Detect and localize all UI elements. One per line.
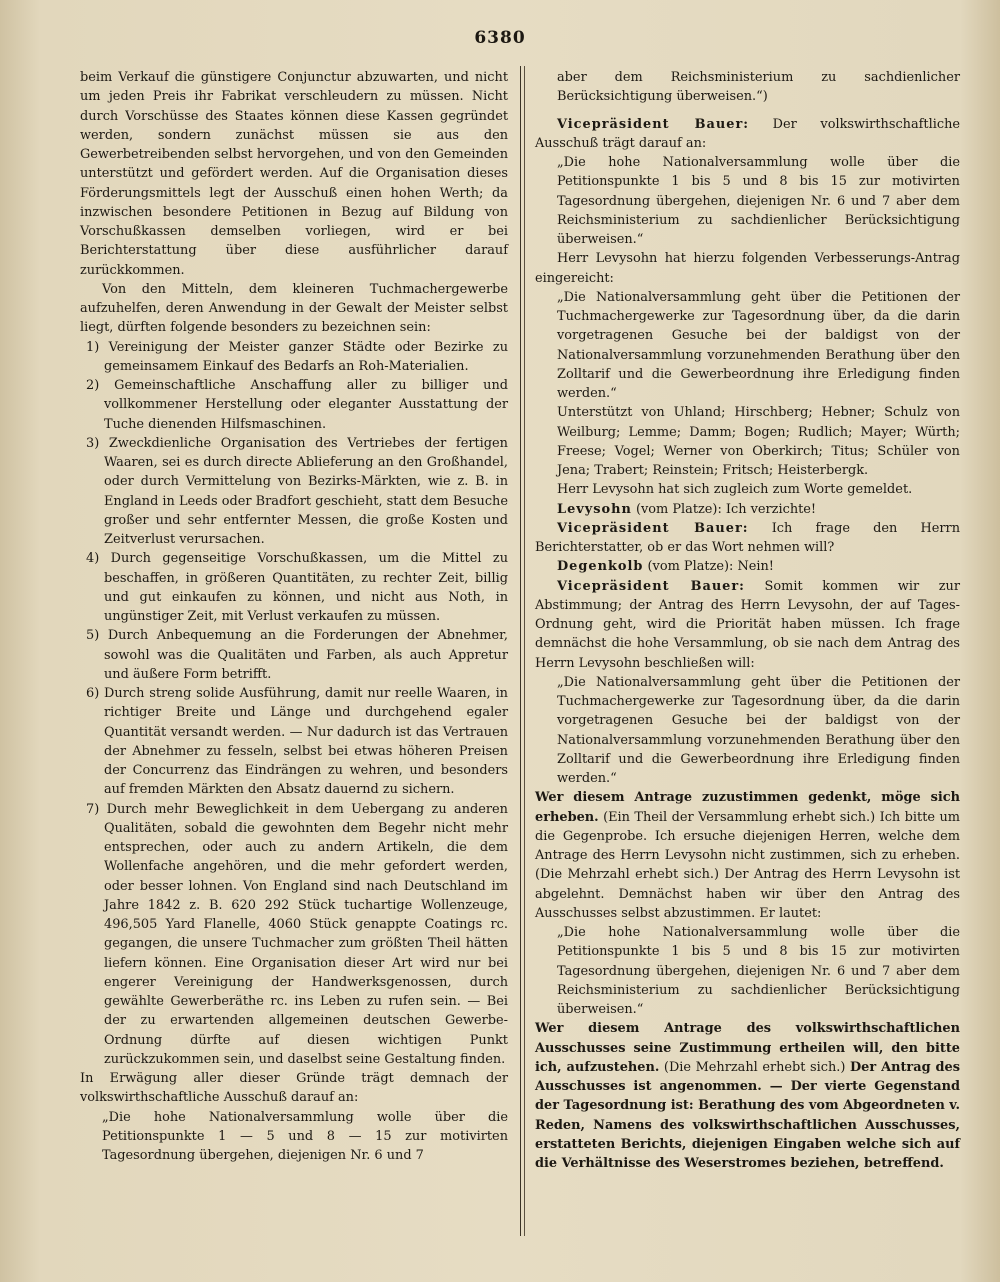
speech-1 [535,115,960,154]
vote-result: (Ein Theil der Versammlung erhebt sich.) Ich bitte um die Gegenprobe. Ich ersuche diejenigen Herren, welche dem Antrage des Herrn Levysohn nicht zustimmen, sich zu erheben. (Die Mehrzahl erhebt sich.) Der Antrag des Herrn Levysohn ist abgelehnt. Demnächst haben wir über den Antrag des Ausschusses selbst abzustimmen. Er lautet: [535,809,960,921]
vote-call: Wer diesem Antrage des volkswirthschaftlichen Ausschusses seine Zustimmung ertheilen will, den bitte ich, aufzustehen. [535,1021,960,1075]
column-divider [520,66,521,1236]
right-paragraph-3: Herr Levysohn hat sich zugleich zum Worte gemeldet. [557,482,913,498]
right-paragraph-1: aber dem Reichsministerium zu sachdienlicher Berücksichtigung überweisen.“) [557,70,960,105]
speech-4 [535,557,960,576]
list-item-5: 5) Durch Anbequemung an die Forderungen der Abnehmer, sowohl was die Qualitäten und Farben, als auch Appretur und äußere Form betrifft. [86,628,508,682]
left-column [80,68,508,1165]
speech-text: (vom Platze): Nein! [643,559,774,575]
vote-result: (Die Mehrzahl erhebt sich.) [659,1059,850,1075]
left-paragraph-3: In Erwägung aller dieser Gründe trägt demnach der volkswirthschaftliche Ausschuß darauf an: [80,1071,508,1106]
motion-quote-4: „Die hohe Nationalversammlung wolle über die Petitionspunkte 1 bis 5 und 8 bis 15 zur motivirten Tagesordnung übergehen, diejenigen Nr. 6 und 7 aber dem Reichsministerium zu sachdienlicher Berücksichtigung überweisen.“ [557,925,960,1017]
speech-2 [535,500,960,519]
vote-call: Wer diesem Antrage zuzustimmen gedenkt, möge sich erheben. [535,790,960,825]
column-divider-inner [524,66,525,1236]
right-column [535,68,960,1173]
right-paragraph-5 [535,1019,960,1173]
page-number: 6380 [474,28,526,48]
right-paragraph-2: Herr Levysohn hat hierzu folgenden Verbesserungs-Antrag eingereicht: [535,251,960,286]
speaker-name: Degenkolb [557,559,644,575]
list-item-7: 7) Durch mehr Beweglichkeit in dem Uebergang zu anderen Qualitäten, sobald die gewohnten dem Begehr nicht mehr entsprechen, oder auch zu andern Artikeln, die dem Wollenfache angehören, und die mehr gefordert werden, oder besser lohnen. Von England sind nach Deutschland im Jahre 1842 z. B. 620 292 Stück tuchartige Wollenzeuge, 496,505 Yard Flanelle, 4060 Stück genappte Coatings rc. gegangen, die unsere Tuchmacher zum größten Theil hätten liefern können. Eine Organisation dieser Art wird nur bei engerer Vereinigung der Handwerksgenossen, durch gewählte Gewerberäthe rc. ins Leben zu rufen sein. — Bei der zu erwartenden allgemeinen deutschen Gewerbe-Ordnung dürfte auf diesen wichtigen Punkt zurückzukommen sein, und daselbst seine Gestaltung finden. [86,801,508,1067]
left-paragraph-1: beim Verkauf die günstigere Conjunctur abzuwarten, und nicht um jeden Preis ihr Fabrikat verschleudern zu müssen. Nicht durch Vorschüsse des Staates können diese Kassen gegründet werden, sondern zunächst müssen sie aus den Gewerbetreibenden selbst hervorgehen, und von den Gemeinden unterstützt und gefördert werden. Auf die Organisation dieses Förderungsmittels legt der Ausschuß einen hohen Werth; da inzwischen besondere Petitionen in Bezug auf Bildung von Vorschußkassen demselben vorliegen, wird er bei Berichterstattung über diese ausführlicher darauf zurückkommen. [80,70,508,278]
next-agenda-item: Der Antrag des Ausschusses ist angenommen. — Der vierte Gegenstand der Tagesordnung ist: Berathung des vom Abgeordneten v. Reden, Namens des volkswirthschaftlichen Ausschusses, erstatteten Berichts, diejenigen Eingaben welche sich auf die Verhältnisse des Weserstromes beziehen, betreffend. [535,1059,960,1171]
list-item-1: 1) Vereinigung der Meister ganzer Städte oder Bezirke zu gemeinsamem Einkauf des Bedarfs an Roh-Materialien. [86,339,508,374]
speech-text: Der volkswirthschaftliche Ausschuß trägt darauf an: [535,116,960,151]
supporters-list: Unterstützt von Uhland; Hirschberg; Hebner; Schulz von Weilburg; Lemme; Damm; Bogen; Rudlich; Mayer; Würth; Freese; Vogel; Werner von Oberkirch; Titus; Schüler von Jena; Trabert; Reinstein; Fritsch; Heisterbergk. [557,405,960,478]
speech-5 [535,577,960,673]
speaker-name: Vicepräsident Bauer: [557,578,745,594]
right-paragraph-4 [535,788,960,923]
speech-3 [535,519,960,558]
speech-text: Ich frage den Herrn Berichterstatter, ob er das Wort nehmen will? [535,520,960,555]
speech-text: Somit kommen wir zur Abstimmung; der Antrag des Herrn Levysohn, der auf Tages-Ordnung geht, wird die Priorität haben müssen. Ich frage demnächst die hohe Versammlung, ob sie nach dem Antrag des Herrn Levysohn beschließen will: [535,578,960,671]
speaker-name: Levysohn [557,501,632,517]
speech-text: (vom Platze): Ich verzichte! [631,501,817,517]
speaker-name: Vicepräsident Bauer: [557,116,749,132]
motion-quote-1: „Die hohe Nationalversammlung wolle über die Petitionspunkte 1 bis 5 und 8 bis 15 zur motivirten Tagesordnung übergehen, diejenigen Nr. 6 und 7 aber dem Reichsministerium zu sachdienlicher Berücksichtigung überweisen.“ [557,155,960,247]
motion-quote-2: „Die Nationalversammlung geht über die Petitionen der Tuchmachergewerke zur Tagesordnung über, da die darin vorgetragenen Gesuche bei der baldigst von der Nationalversammlung vorzunehmenden Berathung über den Zolltarif und die Gewerbeordnung ihre Erledigung finden werden.“ [557,289,960,401]
speaker-name: Vicepräsident Bauer: [557,520,749,536]
list-item-2: 2) Gemeinschaftliche Anschaffung aller zu billiger und vollkommener Herstellung oder eleganter Ausstattung der Tuche dienenden Hilfsmaschinen. [86,378,508,432]
left-paragraph-2: Von den Mitteln, dem kleineren Tuchmachergewerbe aufzuhelfen, deren Anwendung in der Gewalt der Meister selbst liegt, dürften folgende besonders zu bezeichnen sein: [80,281,508,336]
motion-quote-3: „Die Nationalversammlung geht über die Petitionen der Tuchmachergewerke zur Tagesordnung über, da die darin vorgetragenen Gesuche bei der baldigst von der Nationalversammlung vorzunehmenden Berathung über den Zolltarif und die Gewerbeordnung ihre Erledigung finden werden.“ [557,674,960,786]
list-item-4: 4) Durch gegenseitige Vorschußkassen, um die Mittel zu beschaffen, in größeren Quantitäten, zu rechter Zeit, billig und gut einkaufen zu können, und nicht aus Noth, in ungünstiger Zeit, mit Verlust verkaufen zu müssen. [86,551,508,624]
list-item-6: 6) Durch streng solide Ausführung, damit nur reelle Waaren, in richtiger Breite und Länge und durchgehend egaler Quantität versandt werden. — Nur dadurch ist das Vertrauen der Abnehmer zu fesseln, selbst bei etwas höheren Preisen der Concurrenz das Eindrängen zu wehren, und besonders auf fremden Märkten den Absatz dauernd zu sichern. [86,686,508,798]
list-item-3: 3) Zweckdienliche Organisation des Vertriebes der fertigen Waaren, sei es durch directe Ablieferung an den Großhandel, oder durch Vermittelung von Bezirks-Märkten, wie z. B. in England in Leeds oder Bradfort geschieht, statt dem Besuche großer und sehr entfernter Messen, die große Kosten und Zeitverlust verursachen. [86,435,508,547]
left-quote-1: „Die hohe Nationalversammlung wolle über die Petitionspunkte 1 — 5 und 8 — 15 zur motivirten Tagesordnung übergehen, diejenigen Nr. 6 und 7 [102,1109,508,1163]
